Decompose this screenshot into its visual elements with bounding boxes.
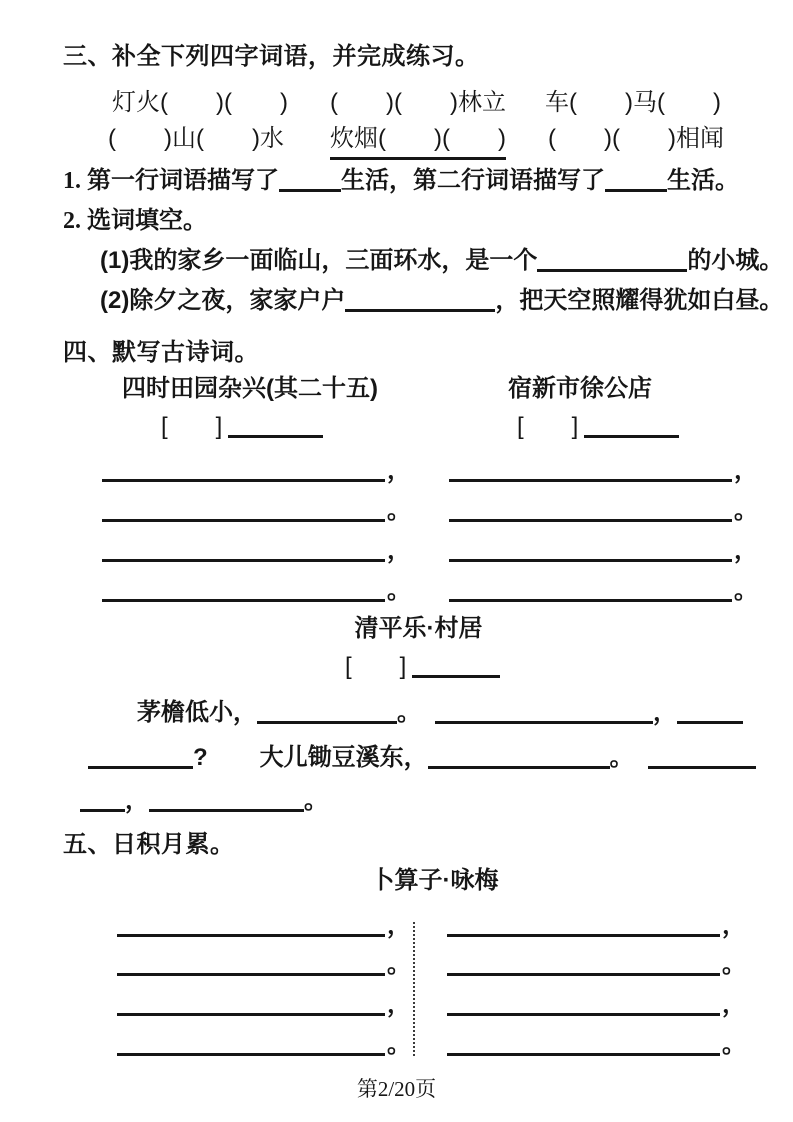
word-slot-r1c2: ( )( )林立 [330, 89, 506, 116]
blank-line [648, 766, 756, 769]
question-2 [63, 206, 207, 236]
question-2-number: 2. [63, 208, 81, 234]
word-slot-r2c2-underlined: 炊烟( )( ) [330, 124, 506, 160]
poem-left-line-1 [102, 456, 411, 486]
sub2-text-b: ，把天空照耀得犹如白昼。 [495, 287, 784, 314]
bsz-left-line-4 [117, 1030, 411, 1060]
sub2-number: (2) [100, 287, 130, 314]
blank-line [537, 269, 687, 272]
poem-right-line-2 [449, 496, 758, 526]
answer-line [449, 599, 732, 602]
punctuation: 。 [397, 699, 421, 726]
bsz-right-line-4 [447, 1030, 746, 1060]
section4-heading: 四、默写古诗词。 [63, 339, 259, 366]
answer-line [102, 479, 385, 482]
blank-line [149, 809, 304, 812]
author-bracket: [ ] [517, 413, 579, 440]
word-slot-r1c1: 灯火( )( ) [112, 89, 288, 116]
ci-author-line [345, 652, 500, 682]
punctuation: ， [387, 991, 411, 1018]
ci-text: 大儿锄豆溪东， [259, 744, 428, 771]
blank-line [257, 721, 397, 724]
punctuation: 。 [734, 497, 758, 524]
punctuation: ， [734, 457, 758, 484]
sub2-text-a: 除夕之夜，家家户户 [129, 287, 346, 314]
blank-line [435, 721, 653, 724]
punctuation: 。 [387, 951, 411, 978]
answer-line [102, 519, 385, 522]
poem-right-line-4 [449, 576, 758, 606]
blank-line [345, 309, 495, 312]
punctuation: ， [722, 912, 746, 939]
author-bracket: [ ] [161, 413, 223, 440]
answer-line [447, 1013, 720, 1016]
section5-heading: 五、日积月累。 [63, 831, 235, 858]
poem-left-title: 四时田园杂兴(其二十五) [122, 375, 378, 402]
punctuation: 。 [734, 577, 758, 604]
bsz-left-line-3 [117, 990, 411, 1020]
punctuation: ， [722, 991, 746, 1018]
punctuation: ， [387, 457, 411, 484]
word-slot-r2c3: ( )( )相闻 [548, 125, 724, 152]
poem-left-line-3 [102, 536, 411, 566]
answer-line [117, 1053, 385, 1056]
answer-line [449, 559, 732, 562]
question-1 [63, 166, 739, 196]
punctuation: 。 [609, 744, 634, 771]
answer-line [447, 934, 720, 937]
bsz-right-line-2 [447, 950, 746, 980]
author-bracket: [ ] [345, 653, 407, 680]
punctuation: ， [387, 912, 411, 939]
ci-line-a [137, 698, 743, 728]
blank-line [428, 766, 610, 769]
answer-line [117, 1013, 385, 1016]
author-blank [228, 435, 323, 438]
bsz-right-line-1 [447, 911, 746, 941]
poem-left-line-4 [102, 576, 411, 606]
answer-line [117, 973, 385, 976]
punctuation: 。 [304, 787, 328, 814]
sub1-text-b: 的小城。 [687, 247, 784, 274]
question-1-number: 1. [63, 168, 81, 194]
punctuation: 。 [722, 1031, 746, 1058]
ci-poem-title: 清平乐·村居 [354, 615, 483, 642]
punctuation: 。 [722, 951, 746, 978]
punctuation: 。 [387, 577, 411, 604]
punctuation: ， [653, 699, 677, 726]
bsz-right-line-3 [447, 990, 746, 1020]
punctuation: 。 [387, 497, 411, 524]
answer-line [102, 599, 385, 602]
ci-text: 茅檐低小， [137, 699, 257, 726]
poem-right-line-3 [449, 536, 758, 566]
question-2-sub1 [100, 246, 783, 276]
blank-line [605, 189, 667, 192]
punctuation: ， [125, 787, 149, 814]
author-blank [584, 435, 679, 438]
blank-line [88, 766, 193, 769]
sub1-text-a: 我的家乡一面临山，三面环水，是一个 [129, 247, 538, 274]
poem-left-line-2 [102, 496, 411, 526]
bsz-poem-title: 卜算子·咏梅 [370, 867, 499, 894]
poem-right-title: 宿新市徐公店 [508, 375, 652, 402]
question-1-text-c: 生活。 [667, 167, 739, 194]
poem-left-author-line [161, 412, 323, 442]
answer-line [117, 934, 385, 937]
answer-line [449, 519, 732, 522]
bsz-left-line-2 [117, 950, 411, 980]
word-slot-r2c1: ( )山( )水 [108, 125, 284, 152]
blank-line [279, 189, 341, 192]
section3-heading: 三、补全下列四字词语，并完成练习。 [63, 43, 480, 70]
punctuation: ， [734, 537, 758, 564]
punctuation: ， [387, 537, 411, 564]
poem-right-line-1 [449, 456, 758, 486]
question-2-sub2 [100, 286, 783, 316]
punctuation: 。 [387, 1031, 411, 1058]
ci-line-c [80, 786, 328, 816]
poem-right-author-line [517, 412, 679, 442]
punctuation: ? [193, 744, 208, 771]
dotted-divider [413, 922, 415, 1056]
author-blank [412, 675, 500, 678]
bsz-left-line-1 [117, 911, 411, 941]
question-2-text: 选词填空。 [87, 207, 207, 234]
blank-line [677, 721, 743, 724]
word-slot-r1c3: 车( )马( ) [545, 89, 721, 116]
page-footer: 第2/20页 [356, 1077, 437, 1101]
question-1-text-a: 第一行词语描写了 [87, 167, 279, 194]
sub1-number: (1) [100, 247, 130, 274]
answer-line [449, 479, 732, 482]
answer-line [447, 973, 720, 976]
ci-line-b [88, 743, 756, 773]
answer-line [447, 1053, 720, 1056]
question-1-text-b: 生活，第二行词语描写了 [341, 167, 605, 194]
blank-line [80, 809, 125, 812]
answer-line [102, 559, 385, 562]
